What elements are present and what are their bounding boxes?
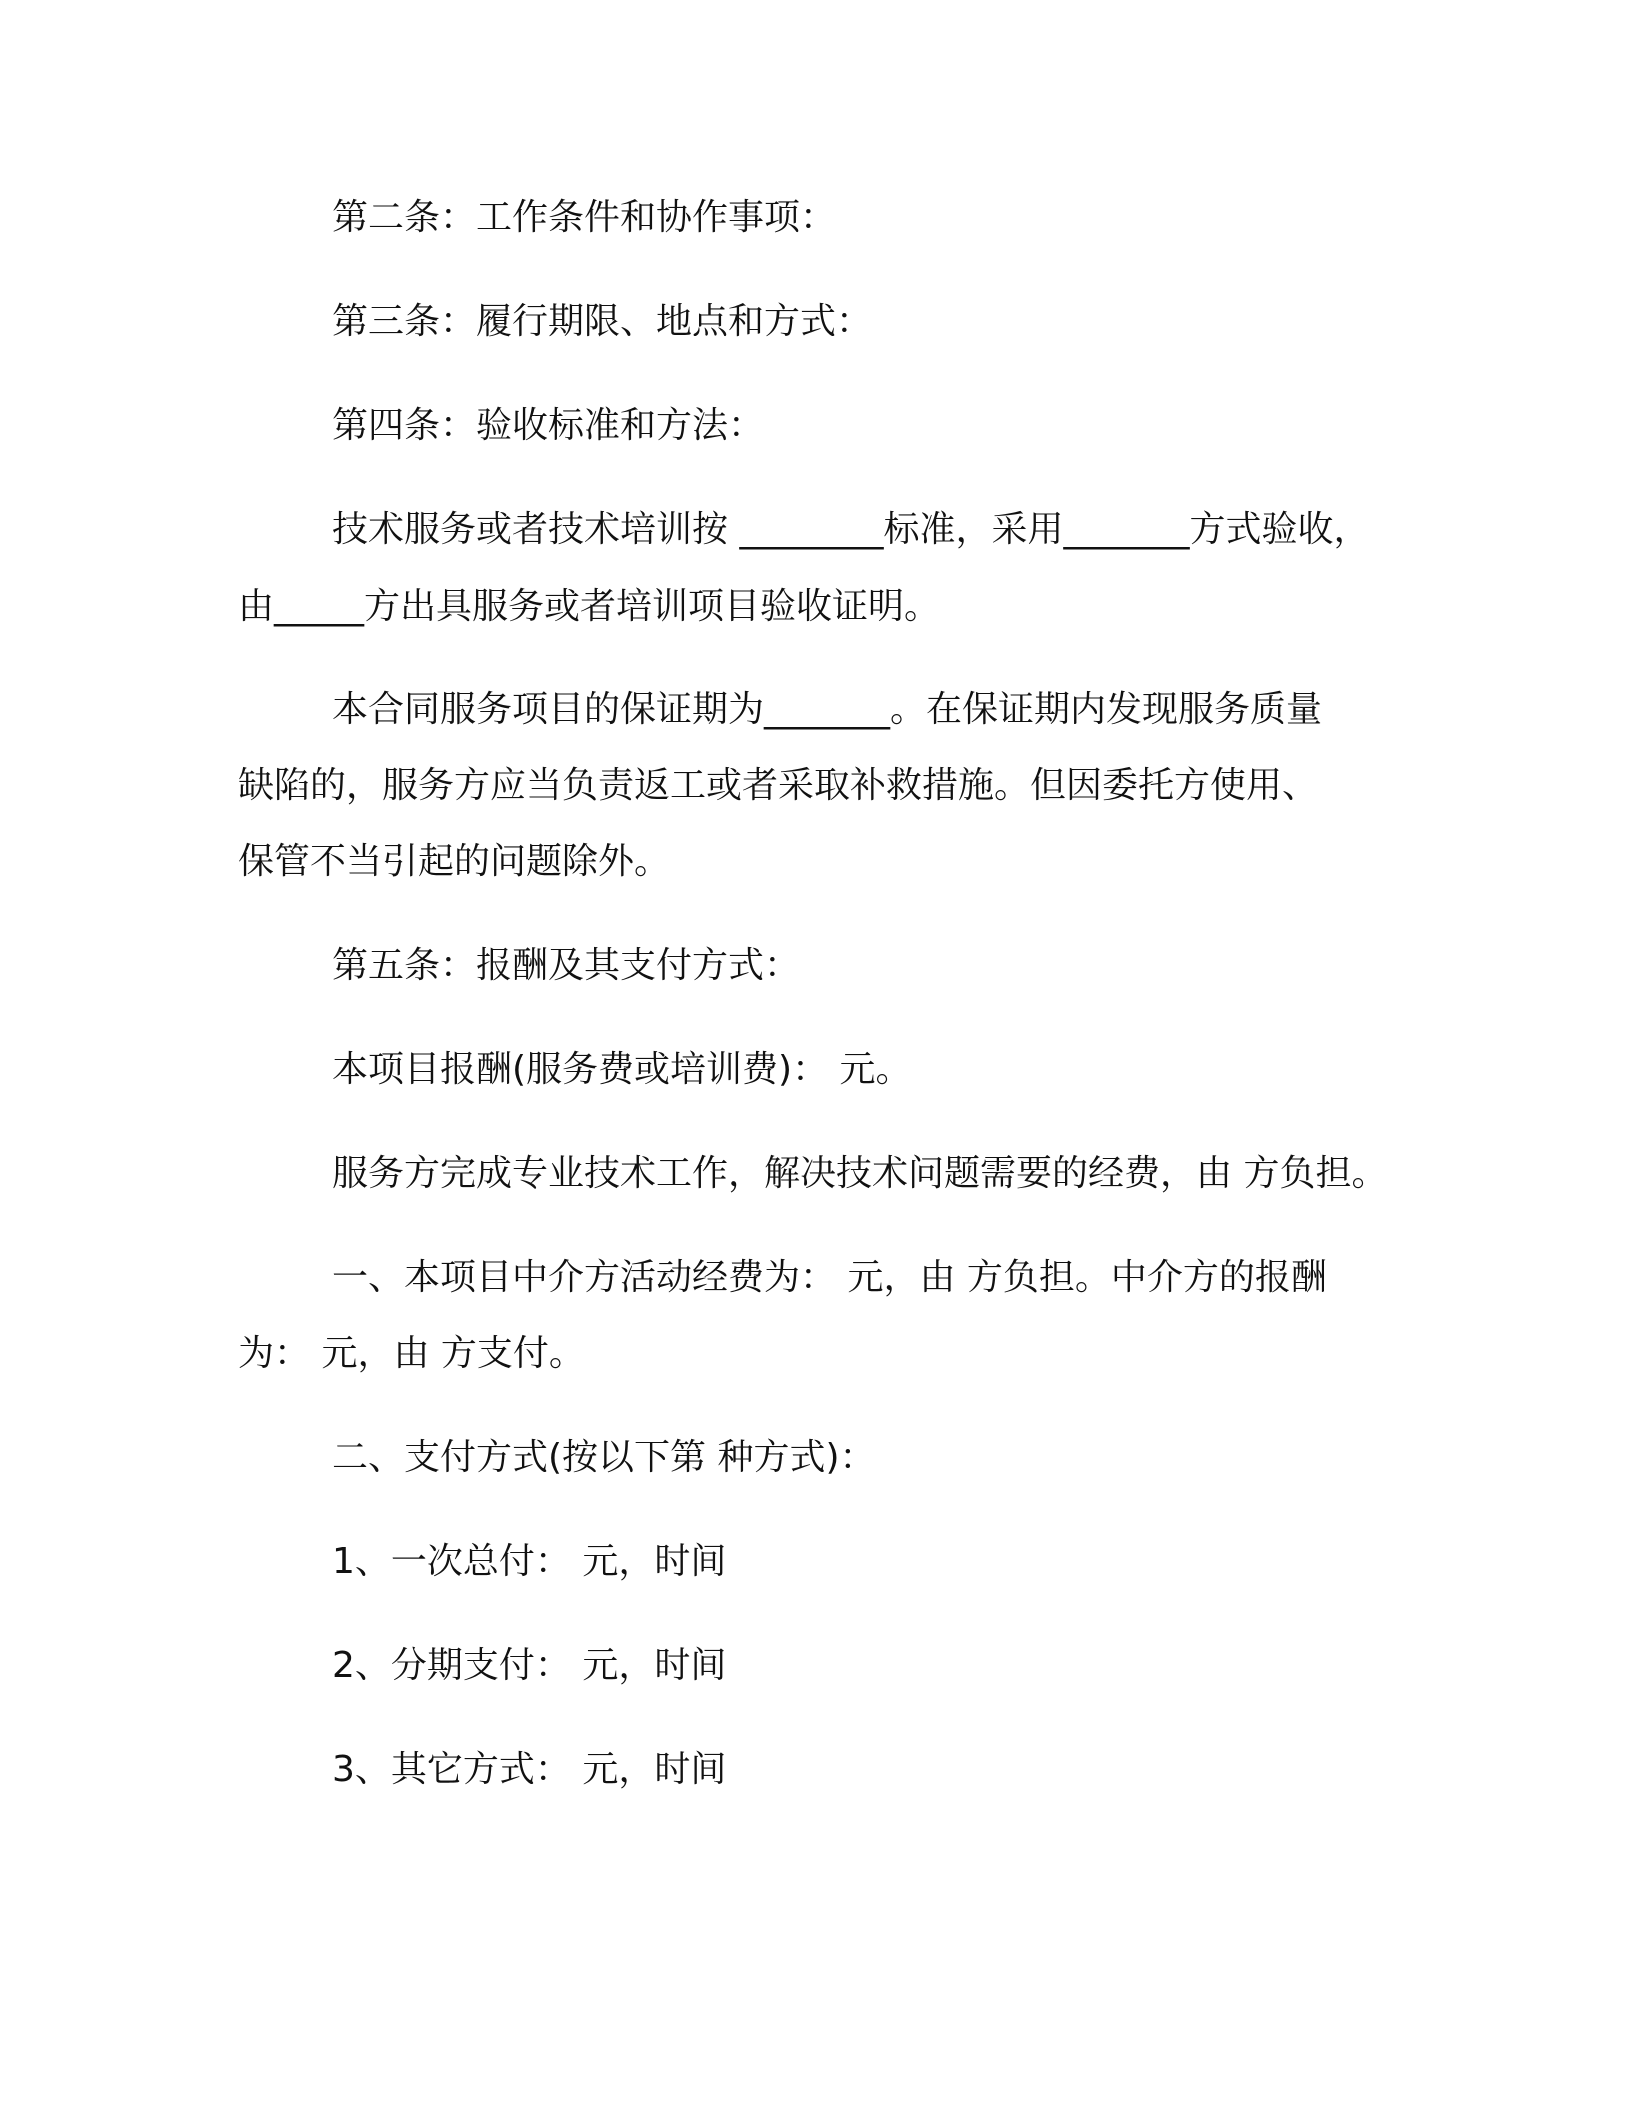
payment-option-1: 1、一次总付： 元，时间 [332,1541,727,1582]
clause-2-heading: 第二条：工作条件和协作事项： [332,197,837,238]
acceptance-paragraph-line-1: 技术服务或者技术培训按 ________标准，采用_______方式验收， [332,509,1370,550]
intermediary-paragraph-line-2: 为： 元，由 方支付。 [238,1333,585,1374]
remuneration-amount: 本项目报酬(服务费或培训费)： 元。 [332,1049,912,1090]
clause-5-heading: 第五条：报酬及其支付方式： [332,945,801,986]
warranty-paragraph-line-2: 缺陷的，服务方应当负责返工或者采取补救措施。但因委托方使用、 [238,765,1319,806]
warranty-paragraph-line-3: 保管不当引起的问题除外。 [238,841,671,882]
acceptance-paragraph-line-2: 由_____方出具服务或者培训项目验收证明。 [238,586,941,627]
payment-method-heading: 二、支付方式(按以下第 种方式)： [332,1437,876,1478]
payment-option-3: 3、其它方式： 元，时间 [332,1749,727,1790]
payment-option-2: 2、分期支付： 元，时间 [332,1645,727,1686]
intermediary-paragraph-line-1: 一、本项目中介方活动经费为： 元，由 方负担。中介方的报酬 [332,1257,1327,1298]
technical-expense-line: 服务方完成专业技术工作，解决技术问题需要的经费，由 方负担。 [332,1153,1388,1194]
warranty-paragraph-line-1: 本合同服务项目的保证期为_______。在保证期内发现服务质量 [332,689,1323,730]
clause-3-heading: 第三条：履行期限、地点和方式： [332,301,873,342]
clause-4-heading: 第四条：验收标准和方法： [332,405,765,446]
